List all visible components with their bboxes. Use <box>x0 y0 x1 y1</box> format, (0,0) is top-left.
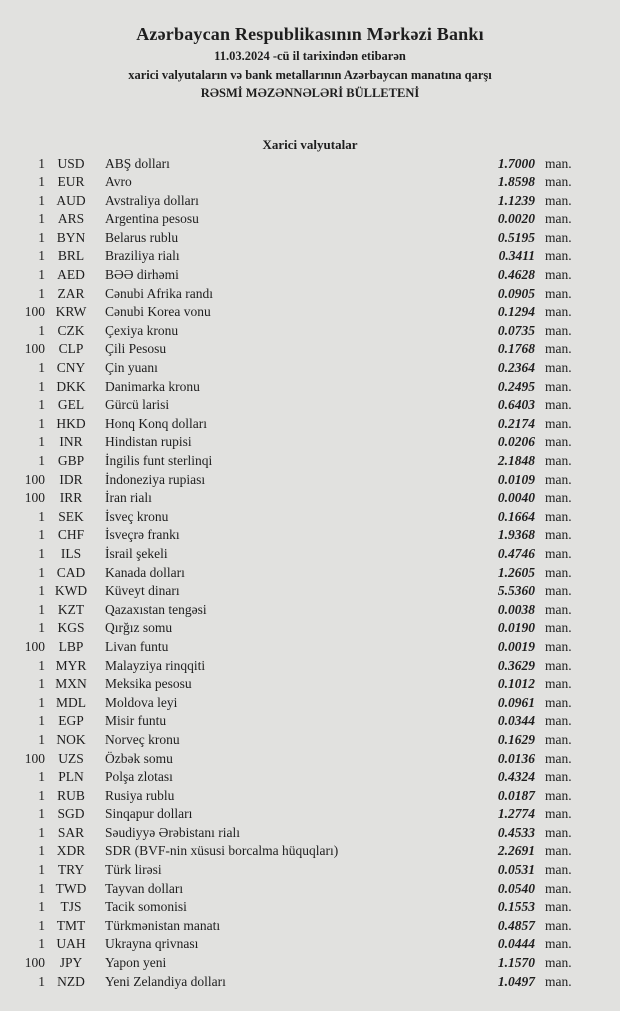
scope-line: xarici valyutaların və bank metallarının Azərbaycan manatına qarşı <box>128 67 492 82</box>
unit-label: man. <box>545 638 572 654</box>
quantity: 1 <box>38 267 45 283</box>
currency-name: Rusiya rublu <box>105 787 175 803</box>
rate-row <box>0 657 620 676</box>
currency-name: Malayziya rinqqiti <box>105 657 206 673</box>
rate-row <box>0 155 620 174</box>
currency-name: Meksika pesosu <box>105 676 192 692</box>
rate-row <box>0 247 620 266</box>
currency-name: Sinqapur dolları <box>105 806 193 822</box>
currency-code: BRL <box>57 248 85 264</box>
quantity: 1 <box>38 601 45 617</box>
currency-code: ILS <box>60 545 82 561</box>
quantity: 100 <box>24 341 45 357</box>
quantity: 1 <box>38 192 45 208</box>
quantity: 1 <box>38 657 45 673</box>
quantity: 1 <box>38 229 45 245</box>
rate-value: 1.0497 <box>497 973 535 989</box>
rate-row <box>0 880 620 899</box>
rate-row <box>0 396 620 415</box>
quantity: 1 <box>38 899 45 915</box>
unit-label: man. <box>545 657 572 673</box>
unit-label: man. <box>545 471 572 487</box>
rate-value: 0.0531 <box>497 862 535 878</box>
rate-value: 0.3411 <box>498 248 535 264</box>
currency-code: PLN <box>58 769 84 785</box>
currency-code: MYR <box>55 657 87 673</box>
currency-code: CHF <box>57 527 85 543</box>
rate-row <box>0 712 620 731</box>
unit-label: man. <box>545 955 572 971</box>
currency-name: İsrail şekeli <box>105 545 168 561</box>
rate-value: 0.4628 <box>497 267 535 283</box>
rate-row <box>0 805 620 824</box>
currency-code: AUD <box>56 192 86 208</box>
currency-code: IDR <box>59 471 83 487</box>
currency-code: SGD <box>57 806 85 822</box>
rate-row <box>0 935 620 954</box>
rates-table <box>0 155 620 992</box>
rate-value: 1.7000 <box>497 155 535 171</box>
rate-row <box>0 619 620 638</box>
currency-name: Türkmənistan manatı <box>105 917 221 933</box>
currency-name: Norveç kronu <box>105 731 180 747</box>
rate-value: 0.2364 <box>497 360 535 376</box>
currency-code: KWD <box>54 583 88 599</box>
currency-name: Braziliya rialı <box>105 248 180 264</box>
quantity: 100 <box>24 471 45 487</box>
currency-code: JPY <box>59 955 83 971</box>
currency-name: Türk lirəsi <box>105 862 162 878</box>
rate-value: 0.0038 <box>497 601 535 617</box>
rate-row <box>0 545 620 564</box>
currency-name: Yapon yeni <box>105 955 167 971</box>
quantity: 1 <box>38 676 45 692</box>
rate-row <box>0 638 620 657</box>
currency-code: BYN <box>56 229 86 245</box>
quantity: 1 <box>38 360 45 376</box>
rate-value: 1.2774 <box>497 806 535 822</box>
currency-code: GEL <box>57 397 85 413</box>
unit-label: man. <box>545 620 572 636</box>
unit-label: man. <box>545 229 572 245</box>
quantity: 1 <box>38 378 45 394</box>
currency-code: MXN <box>55 676 87 692</box>
rate-row <box>0 973 620 992</box>
currency-code: CAD <box>56 564 86 580</box>
quantity: 100 <box>24 304 45 320</box>
rate-row <box>0 861 620 880</box>
currency-name: Qazaxıstan tengəsi <box>105 601 207 617</box>
unit-label: man. <box>545 304 572 320</box>
rate-value: 0.0735 <box>497 322 535 338</box>
rate-row <box>0 582 620 601</box>
rate-value: 2.1848 <box>497 453 535 468</box>
currency-code: SEK <box>58 508 84 524</box>
currency-name: Honq Konq dolları <box>105 415 207 431</box>
currency-name: Belarus rublu <box>105 229 179 245</box>
rate-value: 0.0187 <box>497 787 535 803</box>
rate-row <box>0 285 620 304</box>
unit-label: man. <box>545 174 572 190</box>
currency-name: Qırğız somu <box>105 620 173 636</box>
quantity: 1 <box>38 155 45 171</box>
rate-value: 1.1570 <box>497 955 535 971</box>
rate-value: 0.1553 <box>497 899 535 915</box>
currency-name: İran rialı <box>105 490 152 506</box>
quantity: 1 <box>38 434 45 450</box>
rate-row <box>0 378 620 397</box>
currency-name: Avstraliya dolları <box>105 192 199 208</box>
currency-code: NOK <box>56 731 86 747</box>
unit-label: man. <box>545 806 572 822</box>
rate-value: 0.4533 <box>497 824 535 840</box>
unit-label: man. <box>545 285 572 301</box>
quantity: 1 <box>38 973 45 989</box>
rate-row <box>0 731 620 750</box>
currency-name: İsveç kronu <box>105 508 169 524</box>
quantity: 1 <box>38 453 45 468</box>
unit-label: man. <box>545 434 572 450</box>
rate-value: 0.1629 <box>497 731 535 747</box>
quantity: 1 <box>38 769 45 785</box>
rate-row <box>0 471 620 490</box>
currency-name: Moldova leyi <box>105 694 178 710</box>
unit-label: man. <box>545 155 572 171</box>
rate-value: 1.2605 <box>497 564 535 580</box>
rate-value: 0.0020 <box>497 211 535 227</box>
unit-label: man. <box>545 676 572 692</box>
rate-value: 0.0961 <box>497 694 535 710</box>
rate-row <box>0 508 620 527</box>
currency-code: ARS <box>57 211 85 227</box>
currency-code: AED <box>57 267 85 283</box>
currency-name: Kanada dolları <box>105 564 185 580</box>
currency-code: TMT <box>56 917 86 933</box>
rate-value: 2.2691 <box>497 843 535 859</box>
rate-value: 0.0040 <box>497 490 535 506</box>
rate-row <box>0 917 620 936</box>
rate-value: 0.0136 <box>497 750 535 766</box>
currency-name: Tacik somonisi <box>105 899 187 915</box>
quantity: 1 <box>38 862 45 878</box>
unit-label: man. <box>545 341 572 357</box>
rate-value: 0.1768 <box>497 341 535 357</box>
currency-name: Küveyt dinarı <box>105 583 180 599</box>
quantity: 1 <box>38 285 45 301</box>
rate-value: 0.4857 <box>497 917 535 933</box>
quantity: 1 <box>38 397 45 413</box>
unit-label: man. <box>545 360 572 376</box>
rate-row <box>0 601 620 620</box>
quantity: 1 <box>38 211 45 227</box>
unit-label: man. <box>545 583 572 599</box>
rate-row <box>0 675 620 694</box>
currency-name: Çexiya kronu <box>105 322 179 338</box>
currency-name: İndoneziya rupiası <box>105 471 206 487</box>
quantity: 1 <box>38 527 45 543</box>
quantity: 1 <box>38 620 45 636</box>
currency-code: USD <box>57 155 85 171</box>
unit-label: man. <box>545 192 572 208</box>
currency-name: Misir funtu <box>105 713 167 729</box>
unit-label: man. <box>545 713 572 729</box>
rate-row <box>0 303 620 322</box>
quantity: 1 <box>38 174 45 190</box>
currency-code: CZK <box>57 322 85 338</box>
currency-code: TWD <box>55 880 87 896</box>
rate-value: 0.4746 <box>497 545 535 561</box>
rate-value: 0.0206 <box>497 434 535 450</box>
currency-name: Polşa zlotası <box>105 769 173 785</box>
unit-label: man. <box>545 601 572 617</box>
quantity: 1 <box>38 824 45 840</box>
unit-label: man. <box>545 378 572 394</box>
quantity: 1 <box>38 508 45 524</box>
quantity: 1 <box>38 694 45 710</box>
currency-code: CNY <box>56 360 86 376</box>
currency-code: MDL <box>56 694 86 710</box>
effective-date-line: 11.03.2024 -cü il tarixindən etibarən <box>214 49 406 63</box>
unit-label: man. <box>545 973 572 989</box>
currency-code: DKK <box>56 378 86 394</box>
currency-code: RUB <box>57 787 85 803</box>
unit-label: man. <box>545 322 572 338</box>
rate-value: 0.2174 <box>497 415 535 431</box>
rate-row <box>0 210 620 229</box>
currency-name: Çin yuanı <box>105 360 158 376</box>
currency-name: ABŞ dolları <box>105 155 170 171</box>
rate-value: 0.0019 <box>497 638 535 654</box>
quantity: 1 <box>38 880 45 896</box>
unit-label: man. <box>545 880 572 896</box>
quantity: 100 <box>24 750 45 766</box>
rate-row <box>0 452 620 471</box>
rate-row <box>0 322 620 341</box>
currency-name: Çili Pesosu <box>105 341 167 357</box>
currency-code: KZT <box>57 601 85 617</box>
rate-value: 0.1664 <box>497 508 535 524</box>
rate-value: 1.8598 <box>497 174 535 190</box>
quantity: 1 <box>38 415 45 431</box>
currency-code: INR <box>59 434 83 450</box>
rate-row <box>0 229 620 248</box>
currency-name: Cənubi Korea vonu <box>105 304 211 320</box>
quantity: 1 <box>38 564 45 580</box>
unit-label: man. <box>545 787 572 803</box>
unit-label: man. <box>545 248 572 264</box>
currency-name: Argentina pesosu <box>105 211 199 227</box>
rate-value: 0.1294 <box>497 304 535 320</box>
unit-label: man. <box>545 694 572 710</box>
currency-code: NZD <box>57 973 85 989</box>
currency-code: KGS <box>57 620 85 636</box>
currency-code: UAH <box>56 936 86 952</box>
bulletin-title: RƏSMİ MƏZƏNNƏLƏRİ BÜLLETENİ <box>200 86 420 100</box>
currency-name: Livan funtu <box>105 638 169 654</box>
unit-label: man. <box>545 862 572 878</box>
currency-code: CLP <box>58 341 84 357</box>
quantity: 1 <box>38 583 45 599</box>
currency-code: TRY <box>57 862 85 878</box>
currency-name: Danimarka kronu <box>105 378 200 394</box>
currency-name: Ukrayna qrivnası <box>105 936 199 952</box>
currency-code: XDR <box>56 843 86 859</box>
currency-name: İngilis funt sterlinqi <box>105 453 213 468</box>
currency-code: TJS <box>60 899 82 915</box>
quantity: 100 <box>24 638 45 654</box>
rate-value: 1.9368 <box>497 527 535 543</box>
rate-row <box>0 433 620 452</box>
quantity: 1 <box>38 713 45 729</box>
rate-row <box>0 266 620 285</box>
currency-code: SAR <box>57 824 85 840</box>
unit-label: man. <box>545 527 572 543</box>
currency-code: LBP <box>58 638 84 654</box>
rate-row <box>0 192 620 211</box>
unit-label: man. <box>545 936 572 952</box>
currency-code: IRR <box>59 490 83 506</box>
rate-row <box>0 340 620 359</box>
rate-value: 0.0905 <box>497 285 535 301</box>
quantity: 100 <box>24 955 45 971</box>
rate-value: 0.0540 <box>497 880 535 896</box>
unit-label: man. <box>545 267 572 283</box>
rate-value: 1.1239 <box>497 192 535 208</box>
unit-label: man. <box>545 824 572 840</box>
rate-row <box>0 750 620 769</box>
rate-value: 0.0444 <box>497 936 535 952</box>
rate-value: 0.5195 <box>497 229 535 245</box>
rate-value: 0.0190 <box>497 620 535 636</box>
rate-row <box>0 415 620 434</box>
currency-code: GBP <box>57 453 85 468</box>
bank-name-title: Azərbaycan Respublikasının Mərkəzi Bankı <box>136 24 484 44</box>
rate-row <box>0 787 620 806</box>
currency-name: Özbək somu <box>105 750 173 766</box>
unit-label: man. <box>545 453 572 468</box>
unit-label: man. <box>545 843 572 859</box>
rate-value: 0.0344 <box>497 713 535 729</box>
currency-name: Tayvan dolları <box>105 880 184 896</box>
rate-value: 0.2495 <box>497 378 535 394</box>
rate-row <box>0 173 620 192</box>
quantity: 1 <box>38 917 45 933</box>
quantity: 1 <box>38 843 45 859</box>
rate-value: 0.0109 <box>497 471 535 487</box>
currency-name: Cənubi Afrika randı <box>105 285 213 301</box>
rate-row <box>0 768 620 787</box>
rate-row <box>0 954 620 973</box>
bulletin-header <box>0 0 620 103</box>
currency-code: UZS <box>58 750 84 766</box>
unit-label: man. <box>545 545 572 561</box>
quantity: 1 <box>38 787 45 803</box>
unit-label: man. <box>545 769 572 785</box>
currency-code: EGP <box>58 713 84 729</box>
unit-label: man. <box>545 731 572 747</box>
rate-row <box>0 489 620 508</box>
currency-code: KRW <box>55 304 87 320</box>
quantity: 1 <box>38 322 45 338</box>
unit-label: man. <box>545 750 572 766</box>
rate-value: 0.6403 <box>497 397 535 413</box>
rate-row <box>0 694 620 713</box>
unit-label: man. <box>545 490 572 506</box>
unit-label: man. <box>545 397 572 413</box>
currency-code: HKD <box>56 415 86 431</box>
unit-label: man. <box>545 899 572 915</box>
quantity: 1 <box>38 731 45 747</box>
section-title-foreign-currencies: Xarici valyutalar <box>262 136 358 152</box>
unit-label: man. <box>545 415 572 431</box>
currency-name: BƏƏ dirhəmi <box>105 267 179 283</box>
rate-row <box>0 824 620 843</box>
unit-label: man. <box>545 508 572 524</box>
quantity: 1 <box>38 936 45 952</box>
rate-value: 5.5360 <box>497 583 535 599</box>
rate-row <box>0 564 620 583</box>
rate-value: 0.4324 <box>497 769 535 785</box>
unit-label: man. <box>545 917 572 933</box>
unit-label: man. <box>545 564 572 580</box>
quantity: 100 <box>24 490 45 506</box>
rate-row <box>0 359 620 378</box>
currency-code: ZAR <box>57 285 85 301</box>
currency-name: Gürcü larisi <box>105 397 170 413</box>
rate-row <box>0 526 620 545</box>
rate-row <box>0 842 620 861</box>
quantity: 1 <box>38 806 45 822</box>
rate-row <box>0 898 620 917</box>
currency-name: Səudiyyə Ərəbistanı rialı <box>105 824 240 840</box>
currency-name: Avro <box>105 174 132 190</box>
rate-value: 0.1012 <box>497 676 535 692</box>
unit-label: man. <box>545 211 572 227</box>
currency-name: SDR (BVF-nin xüsusi borcalma hüquqları) <box>105 843 339 859</box>
quantity: 1 <box>38 248 45 264</box>
rate-value: 0.3629 <box>497 657 535 673</box>
quantity: 1 <box>38 545 45 561</box>
currency-name: Yeni Zelandiya dolları <box>105 973 226 989</box>
currency-code: EUR <box>57 174 85 190</box>
currency-name: İsveçrə frankı <box>105 527 180 543</box>
currency-name: Hindistan rupisi <box>105 434 192 450</box>
